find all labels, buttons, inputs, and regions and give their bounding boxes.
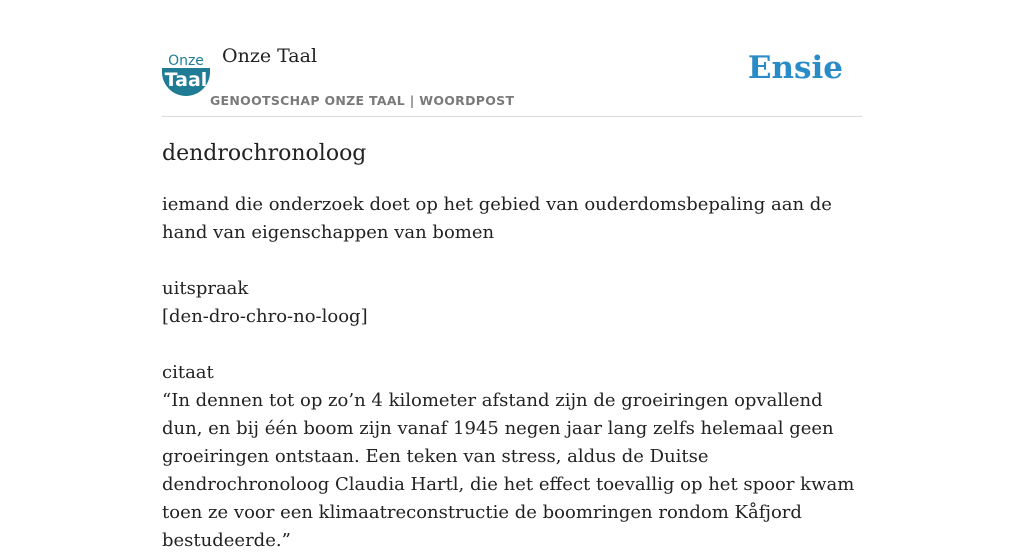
- logo-top-text: Onze: [168, 53, 204, 69]
- spacer: [162, 331, 862, 359]
- entry-content: [162, 139, 862, 555]
- pronunciation: [den-dro-chro-no-loog]: [162, 306, 368, 327]
- site-header: [162, 0, 862, 117]
- onze-taal-logo[interactable]: [162, 48, 210, 96]
- pronunciation-label: uitspraak: [162, 278, 249, 299]
- site-subtitle: GENOOTSCHAP ONZE TAAL | WOORDPOST: [210, 93, 515, 108]
- entry-word: dendrochronoloog: [162, 141, 367, 166]
- site-title[interactable]: Onze Taal: [222, 45, 318, 67]
- entry-definition: iemand die onderzoek doet op het gebied van ouderdomsbepaling aan de hand van eigenschappen van bomen: [162, 194, 832, 243]
- quote-label: citaat: [162, 362, 214, 383]
- quote-text: “In dennen tot op zo’n 4 kilometer afstand zijn de groeiringen opvallend dun, en bij één boom zijn vanaf 1945 negen jaar lang zelfs helemaal geen groeiringen ontstaan. Een teken van stress, aldus de Duitse dendrochronoloog Claudia Hartl, die het effect toevallig op het spoor kwam toen ze voor een klimaatreconstructie de boomringen rondom Kåfjord bestudeerde.”: [162, 390, 855, 551]
- logo-bottom-text: Taal: [164, 69, 208, 91]
- spacer: [162, 247, 862, 275]
- ensie-logo[interactable]: Ensie: [747, 50, 843, 86]
